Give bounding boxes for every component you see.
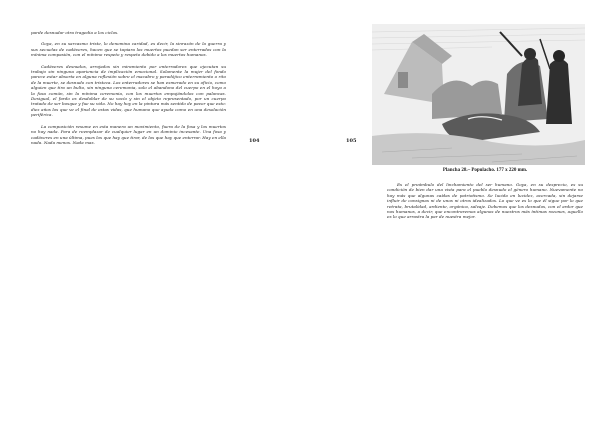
left-page-text: [31, 30, 226, 151]
plate-caption: Plancha 28.– Populacho. 177 x 220 mm.: [442, 168, 528, 173]
left-paragraph: La composición resume en esta manera un movimiento, fuera de la fosa y los muertos no hay nada. Para de reemplazar de cualquier lugar en un dominio incesante. Una fosa y cadáveres en una última, pues los que hay que tirar, de los que hay que enterrar. Hay en ella nada. Nada menos. Nada mas.: [31, 123, 226, 145]
left-paragraph: Goya, en su sarcasmo triste, lo denomina caridad, es decir, la sinrazón de la guerra y sus secuelas de cadáveres, hacen que se tapiara los muertos puedan ser enterrados con la mínima compasión, con el mínimo respeto y respeto debido a los muertos humanos.: [31, 41, 226, 58]
right-page-number: 105: [346, 138, 357, 144]
etching-illustration: [372, 24, 585, 165]
right-paragraph: Es el preámbulo del linchamiento del ser humano. Goya, en su desprecio, es su condición de bien dar una vista para el pueblo desnudo el género humano. Nuevamente no hay más que algunas caídas de patriotismo. Se lucida en lucidez, acercada, sin dejarse influir de consignas ni de unos ni otros idealizados. Lo que ve es lo que él sigue por lo que retrata, brutalidad, ardiente, orgánica, salvaje. Debemos que los desnudos, con el ardor que nos humanos, a decir, que encontraremos algunos de nuestros más íntimas razones, aquello es lo que arrastra la par de nuestra mejor.: [387, 182, 583, 220]
left-paragraph: parde desnudar otra tragedia a los ciclos.: [31, 30, 119, 35]
right-page: [300, 0, 600, 424]
etching-plate-image: [372, 24, 585, 165]
left-page-number: 104: [249, 138, 260, 144]
left-paragraph: Cadáveres desnudos, arrojados sin miramiento por enterradores que ejecutan su trabajo sin ninguna apariencia de implicación emocional. Solamente la mujer del fondo parece estar absorta en alguna reflexión sobre el macabro y paradójico enterramiento o rito de la muerte, se desnudo con tristeza. Los enterradores se han esmerado en su oficio, como alguien que tira un bulto, sin ninguna ceremonia, solo el abandono del cuerpo en el hoyo a la fosa común, sin la mínima ceremonia, con los muertos empujándolos con palancas. Desigual, el fardo es desdoblar de su vacío y sin el objeto representado, por un cuerpo tratado de ser bosque y fue su vida. No hay hoy en la pintura más sentido de pavor que esto: diez años los que ve el final de estas vidas, que humano que ayuda como en una desolación periférica.: [31, 63, 226, 118]
right-page-text: [387, 182, 583, 226]
